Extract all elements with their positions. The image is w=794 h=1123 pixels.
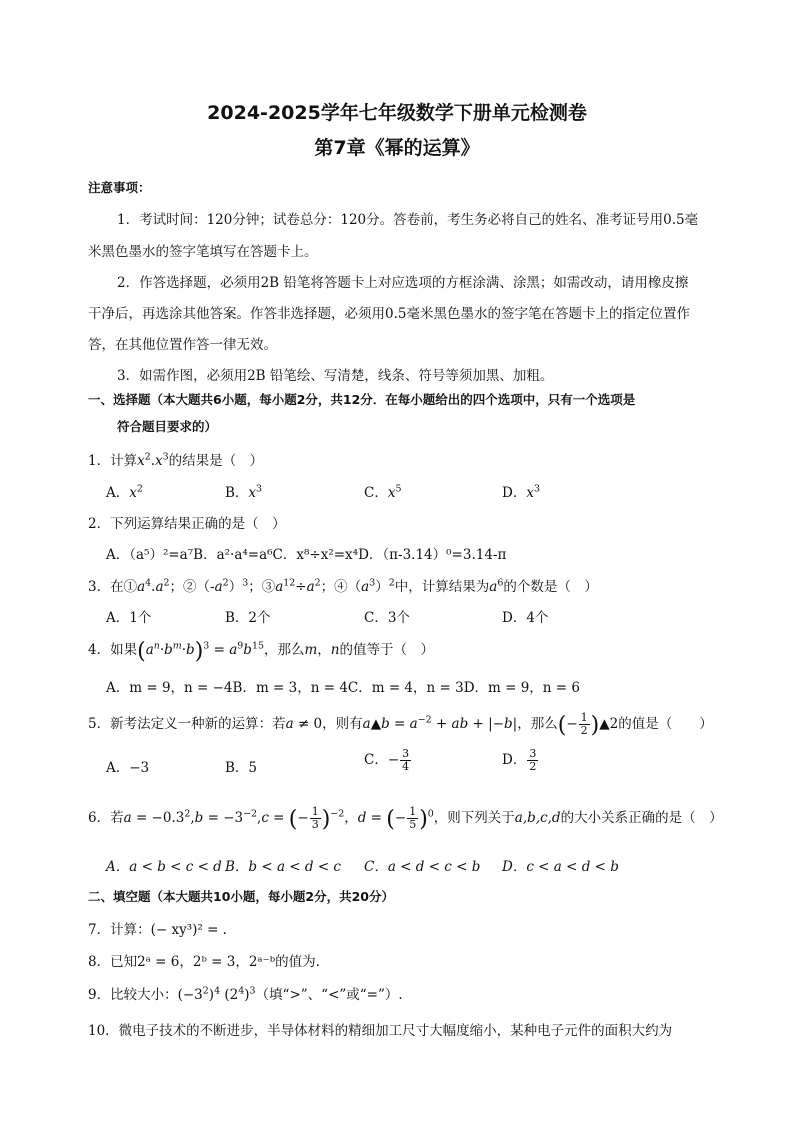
note-2a: 2．作答选择题，必须用2B 铅笔将答题卡上对应选项的方框涂满、涂黑；如需改动，请用橡皮擦: [117, 275, 689, 291]
question-6: 6．若$a = -0.3^2,b = -3^{-2},c$ = (− $\frac{1}{3}$ )$^{-2}$，d = (− $\frac{1}{5}$ )$^0$，则下列关于a,b,c,d的大小关系正确的是（ ）: [88, 805, 723, 832]
q6-option-a[interactable]: A．a < b < c < d: [106, 859, 222, 875]
q5-option-d[interactable]: D． $\frac{3}{2}$: [502, 747, 537, 773]
question-7: 7．计算：(− xy³)² = .: [88, 922, 227, 938]
note-3: 3．如需作图，必须用2B 铅笔绘、写清楚，线条、符号等须加黑、加粗。: [117, 368, 554, 384]
note-1a: 1．考试时间：120分钟；试卷总分：120分。答卷前，考生务必将自己的姓名、准考证号用0.5毫: [117, 212, 699, 228]
question-2: 2．下列运算结果正确的是（ ）: [88, 516, 286, 532]
question-10: 10．微电子技术的不断进步，半导体材料的精细加工尺寸大幅度缩小，某种电子元件的面积大约为: [88, 1023, 673, 1039]
q3-option-a[interactable]: A．1个: [106, 610, 152, 626]
q5-option-a[interactable]: A．−3: [106, 760, 150, 776]
question-8: 8．已知2ᵃ = 6，2ᵇ = 3，2ᵃ⁻ᵇ的值为.: [88, 954, 320, 970]
q3-option-d[interactable]: D．4个: [502, 610, 549, 626]
q6-option-b[interactable]: B．b < a < d < c: [225, 859, 341, 875]
note-2b: 干净后，再选涂其他答案。作答非选择题，必须用0.5毫米黑色墨水的签字笔在答题卡上的指定位置作: [88, 306, 690, 322]
question-4: 4．如果$(a^n\cdot b^m\cdot b)^3 = a^9b^{15}$，那么m，n的值等于（ ）: [88, 639, 434, 664]
q5-option-b[interactable]: B．5: [225, 760, 258, 776]
section-1-heading-cont: 符合题目要求的）: [117, 419, 218, 434]
q6-option-d[interactable]: D．c < a < d < b: [502, 859, 619, 875]
section-2-heading: 二、填空题（本大题共10小题，每小题2分，共20分）: [88, 889, 394, 904]
notes-heading: 注意事项：: [88, 180, 151, 195]
q3-option-b[interactable]: B．2个: [225, 610, 271, 626]
q3-option-c[interactable]: C．3个: [364, 610, 410, 626]
question-3: 3．在$①a^4.a^2$；$②(-a^2)^3$；$③a^{12}\div a^2$；$④(a^3)^2$中，计算结果为$a^6$的个数是（ ）: [88, 577, 598, 595]
note-2c: 答，在其他位置作答一律无效。: [88, 337, 277, 353]
q1-option-d[interactable]: D．$x^3$: [502, 483, 540, 501]
q6-option-c[interactable]: C．a < d < c < b: [364, 859, 481, 875]
page-subtitle: 第7章《幂的运算》: [314, 137, 480, 159]
question-9: 9．比较大小：$(-3^2)^4$ $(2^4)^3$（填“>”、“<”或“=”）.: [88, 985, 403, 1003]
question-1: 1．计算$x^2.x^3$的结果是（ ）: [88, 451, 264, 469]
q1-option-a[interactable]: A．$x^2$: [106, 483, 143, 501]
q5-option-c[interactable]: C．− $\frac{3}{4}$: [364, 747, 410, 773]
q1-option-b[interactable]: B．$x^3$: [225, 483, 263, 501]
section-1-heading: 一、选择题（本大题共6小题，每小题2分，共12分．在每小题给出的四个选项中，只有一个选项是: [88, 392, 636, 407]
q4-options[interactable]: A．m = 9，n = −4B．m = 3，n = 4C．m = 4，n = 3D．m = 9，n = 6: [106, 680, 580, 696]
q2-options[interactable]: A．（a⁵）²=a⁷B．a²·a⁴=a⁶C．x⁸÷x²=x⁴D．（π-3.14）⁰=3.14-π: [106, 547, 507, 563]
note-1b: 米黑色墨水的签字笔填写在答题卡上。: [88, 244, 318, 260]
page-title: 2024-2025学年七年级数学下册单元检测卷: [207, 102, 587, 124]
question-5: 5．新考法定义一种新的运算：若a ≠ 0，则有a▲b = $a^{-2}$ + ab + |−b|，那么(− $\frac{1}{2}$ )▲2的值是（ ）: [88, 711, 713, 738]
q1-option-c[interactable]: C．$x^5$: [364, 483, 402, 501]
